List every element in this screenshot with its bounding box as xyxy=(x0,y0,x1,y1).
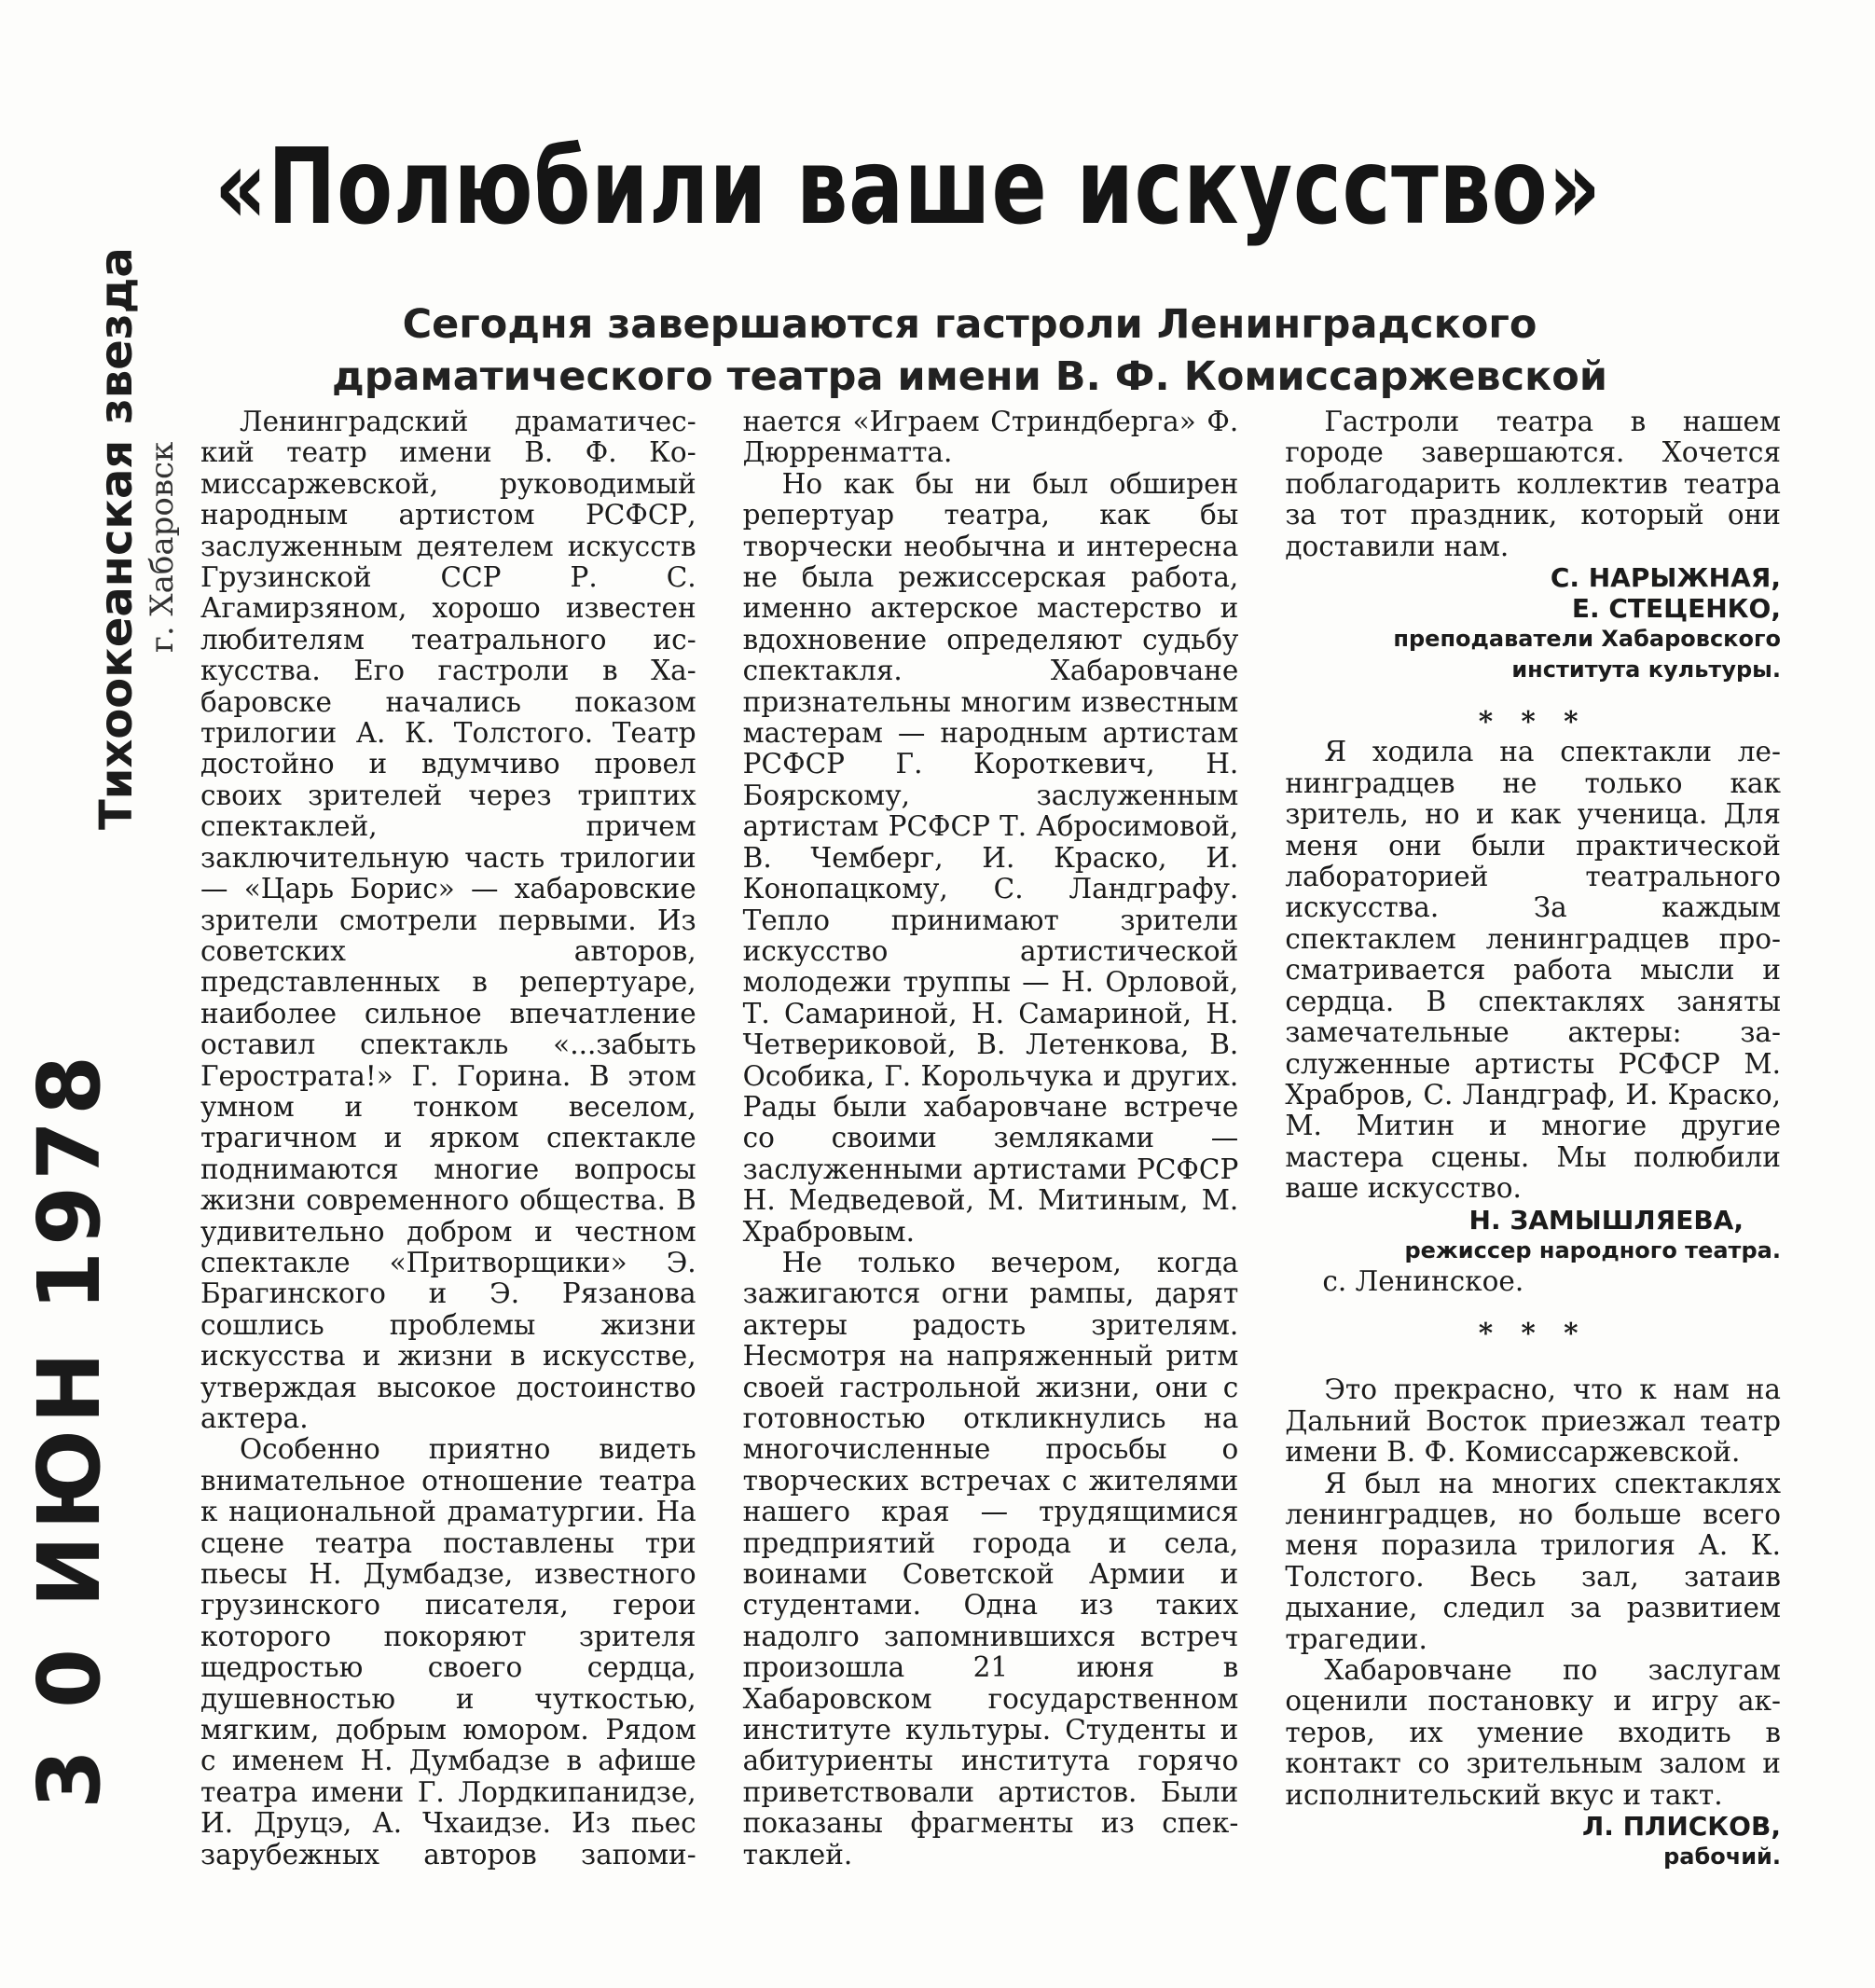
letter-paragraph: Хабаровчане по заслугам оценили постановку и игру актеров, их умение входить в контакт со зрительным залом и исполнительский вкус и такт. xyxy=(1285,1654,1781,1811)
author-signature: Л. ПЛИСКОВ, xyxy=(1581,1811,1781,1843)
article-paragraph: Гастроли театра в нашем городе завершаются. Хочется поблагодарить коллектив театра за тот праздник, который они доставили нам. xyxy=(1285,406,1781,562)
newspaper-masthead xyxy=(84,247,186,942)
section-separator: * * * xyxy=(1478,705,1588,739)
article-paragraph: Особенно приятно видеть внимательное отношение театра к национальной драматургии. На сцене театра поставлены три пьесы Н. Думбадзе, известного грузинского писателя, герои которого покоряют зрителя щедростью своего сердца, душевностью и чуткостью, мягким, добрым юмором. Рядом с именем Н. Думбадзе в афише театра имени Г. Лордкипанидзе, И. Друцэ, А. Чхаидзе. Из пьес зарубежных авторов запоминается «Играем Стриндберга» Ф. Дюрренматта. xyxy=(200,406,1239,1871)
author-role: рабочий. xyxy=(1663,1843,1781,1871)
article-paragraph: Не только вечером, когда зажигаются огни рампы, дарят актеры радость зрителям. Несмотря на напряженный ритм своей гастрольной жизни, они с готовностью откликнулись на многочисленные просьбы о творческих встречах с жителями нашего края — трудящимися предприятий города и села, воинами Советской Армии и студентами. Одна из таких надолго запомнившихся встреч произошла 21 июня в Хабаровском государственном институте культуры. Студенты и абитуриенты института горячо приветствовали артистов. Были показаны фрагменты из спектаклей. xyxy=(742,1246,1239,1871)
author-signature: Е. СТЕЦЕНКО, xyxy=(1571,593,1781,625)
newspaper-name: Тихоокеанская звезда xyxy=(90,247,143,830)
author-signature: С. НАРЫЖНАЯ, xyxy=(1550,562,1781,594)
letter-paragraph: Я ходила на спектакли ленинградцев не только как зритель, но и как ученица. Для меня они были практической лабораторией театрального искусства. За каждым спектаклем ленинградцев просматривается работа мысли и сердца. В спектаклях заняты замечательные актеры: заслуженные артисты РСФСР М. Храбров, С. Ландграф, И. Краско, М. Митин и многие другие мастера сцены. Мы полюбили ваше искусство. xyxy=(1285,736,1781,1205)
letter-paragraph: Я был на многих спектаклях ленинградцев, но больше всего меня поразила трилогия А. К. Толстого. Весь зал, затаив дыхание, следил за развитием трагедии. xyxy=(1285,1467,1781,1655)
article-paragraph: Ленинградский драматический театр имени В. Ф. Комиссаржевской, руководимый народным артистом РСФСР, заслуженным деятелем искусств Грузинской ССР Р. С. Агамирзяном, хорошо известен любителям театрального искусства. Его гастроли в Хабаровске начались показом трилогии А. К. Толстого. Театр достойно и вдумчиво провел своих зрителей через триптих спектаклей, причем заключительную часть трилогии — «Царь Борис» — хабаровские зрители смотрели первыми. Из советских авторов, представленных в репертуаре, наиболее сильное впечатление оставил спектакль «...забыть Герострата!» Г. Горина. В этом умном и тонком веселом, трагичном и ярком спектакле поднимаются многие вопросы жизни современного общества. В удивительно добром и честном спектакле «Притворщики» Э. Брагинского и Э. Рязанова сошлись проблемы жизни искусства и жизни в искусстве, утверждая высокое достоинство актера. xyxy=(200,406,696,1434)
author-role: преподаватели Хабаровского института культуры. xyxy=(1393,626,1781,683)
article-paragraph: Но как бы ни был обширен репертуар театра, как бы творчески необычна и интересна не была режиссерская работа, именно актерское мастерство и вдохновение определяют судьбу спектакля. Хабаровчане признательны многим известным мастерам — народным артистам РСФСР Г. Короткевич, Н. Боярскому, заслуженным артистам РСФСР Т. Абросимовой, В. Чемберг, И. Краско, И. Конопацкому, С. Ландграфу. Тепло принимают зрители искусство артистической молодежи труппы — Н. Орловой, Т. Самариной, Н. Самариной, Н. Четвериковой, В. Летенкова, В. Особика, Г. Корольчука и других. Рады были хабаровчане встрече со своими земляками — заслуженными артистами РСФСР Н. Медведевой, М. Митиным, М. Храбровым. xyxy=(742,467,1239,1248)
article-subheadline: Сегодня завершаются гастроли Ленинградского драматического театра имени В. Ф. Комиссаржевской xyxy=(332,301,1607,400)
letter-paragraph: Это прекрасно, что к нам на Дальний Восток приезжал театр имени В. Ф. Комиссаржевской. xyxy=(1285,1374,1781,1469)
article-headline: «Полюбили ваше искусство» xyxy=(214,127,1602,248)
author-place: с. Ленинское. xyxy=(1322,1264,1524,1297)
newspaper-city: г. Хабаровск xyxy=(144,441,181,653)
author-signature: Н. ЗАМЫШЛЯЕВА, xyxy=(1468,1204,1744,1236)
article-body xyxy=(200,407,1781,1926)
author-role: режиссер народного театра. xyxy=(1404,1236,1781,1263)
section-separator: * * * xyxy=(1478,1316,1588,1349)
date-stamp: 3 0 ИЮН 1978 xyxy=(20,1049,119,1809)
